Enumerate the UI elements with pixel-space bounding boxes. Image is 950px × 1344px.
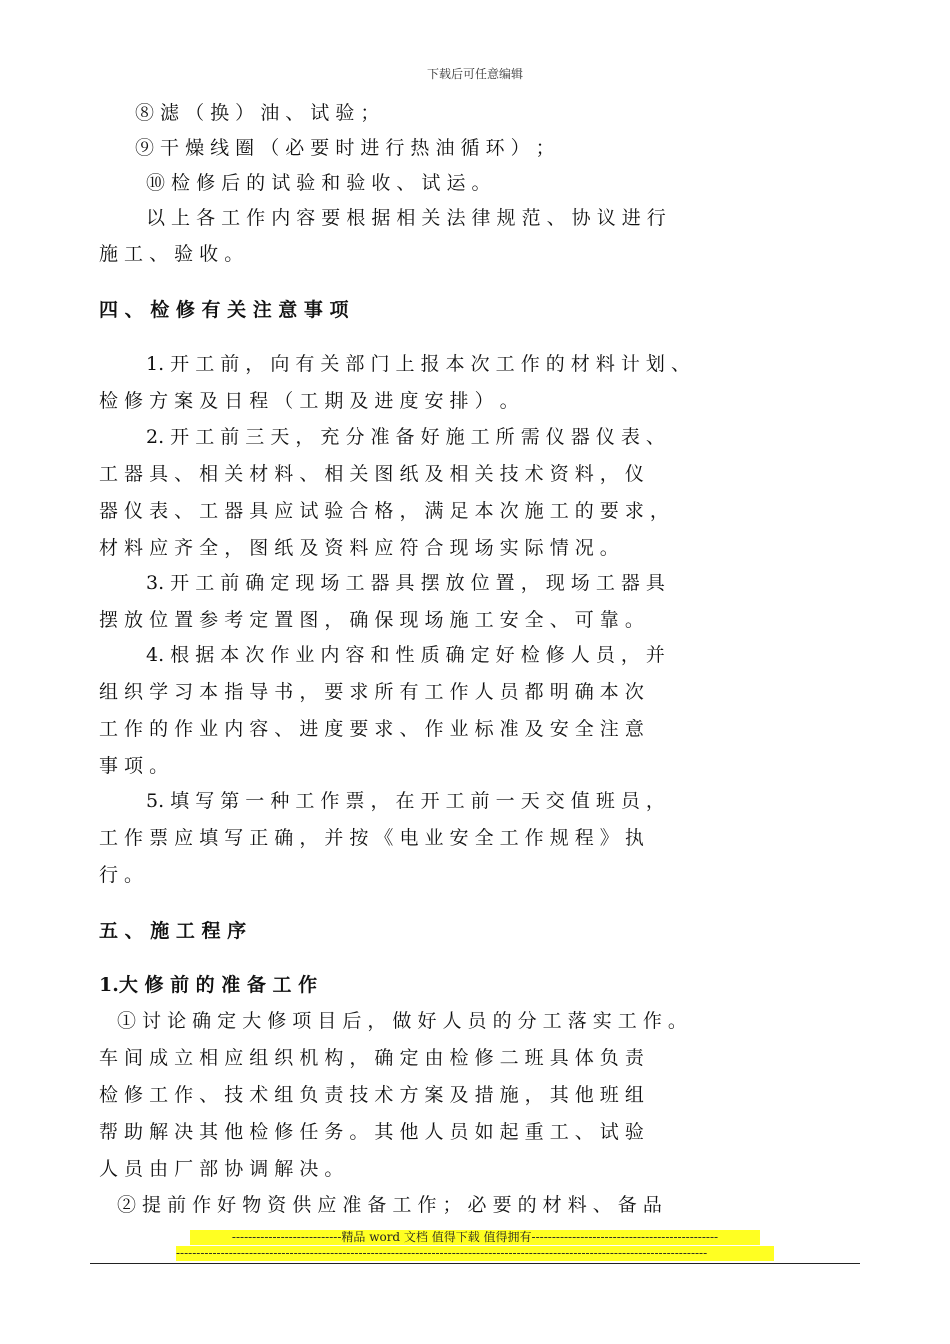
paragraph-line: 事 项 。 [99, 755, 169, 777]
paragraph-line: 1. 开 工 前 ， 向 有 关 部 门 上 报 本 次 工 作 的 材 料 计 划 、 [146, 353, 690, 375]
paragraph-line: 器 仪 表 、 工 器 具 应 试 验 合 格 ， 满 足 本 次 施 工 的 要 求 ， [99, 500, 669, 522]
paragraph-line: 施 工 、 验 收 。 [99, 243, 244, 265]
footer-banner-line-2: ----------------------------------------------------------------------------------------------------------------------------------- [176, 1246, 774, 1261]
paragraph-line: 工 器 具 、 相 关 材 料 、 相 关 图 纸 及 相 关 技 术 资 料 ， 仪 [99, 463, 644, 485]
list-item-8: ⑧ 滤 （ 换 ） 油 、 试 验 ； [135, 102, 380, 124]
footer-divider [90, 1263, 860, 1264]
paragraph-line: 材 料 应 齐 全 ， 图 纸 及 资 料 应 符 合 现 场 实 际 情 况 。 [99, 537, 619, 559]
paragraph-line: 以 上 各 工 作 内 容 要 根 据 相 关 法 律 规 范 、 协 议 进 行 [146, 207, 666, 229]
paragraph-line: 工 作 的 作 业 内 容 、 进 度 要 求 、 作 业 标 准 及 安 全 注 意 [99, 718, 644, 740]
page-header-watermark: 下载后可任意编辑 [426, 67, 523, 81]
subsection-heading: 1.大 修 前 的 准 备 工 作 [99, 974, 318, 996]
paragraph-line: 行 。 [99, 864, 144, 886]
list-item-1: ① 讨 论 确 定 大 修 项 目 后 ， 做 好 人 员 的 分 工 落 实 工 作 。 [117, 1010, 687, 1032]
paragraph-line: 车 间 成 立 相 应 组 织 机 构 ， 确 定 由 检 修 二 班 具 体 负 责 [99, 1047, 644, 1069]
list-item-9: ⑨ 干 燥 线 圈 （ 必 要 时 进 行 热 油 循 环 ） ； [135, 137, 555, 159]
footer-banner-line-1: ---------------------------精品 word 文档 值得下载 值得拥有---------------------------------------------- [190, 1230, 760, 1245]
paragraph-line: 检 修 工 作 、 技 术 组 负 责 技 术 方 案 及 措 施 ， 其 他 班 组 [99, 1084, 644, 1106]
list-item-10: ⑩ 检 修 后 的 试 验 和 验 收 、 试 运 。 [146, 172, 491, 194]
section-heading-4: 四 、 检 修 有 关 注 意 事 项 [99, 299, 349, 321]
paragraph-line: 检 修 方 案 及 日 程 （ 工 期 及 进 度 安 排 ） 。 [99, 390, 519, 412]
paragraph-line: 人 员 由 厂 部 协 调 解 决 。 [99, 1158, 344, 1180]
paragraph-line: 5. 填 写 第 一 种 工 作 票 ， 在 开 工 前 一 天 交 值 班 员 ， [146, 790, 665, 812]
paragraph-line: 工 作 票 应 填 写 正 确 ， 并 按 《 电 业 安 全 工 作 规 程 》 执 [99, 827, 644, 849]
paragraph-line: 4. 根 据 本 次 作 业 内 容 和 性 质 确 定 好 检 修 人 员 ， 并 [146, 644, 665, 666]
paragraph-line: 组 织 学 习 本 指 导 书 ， 要 求 所 有 工 作 人 员 都 明 确 本 次 [99, 681, 644, 703]
paragraph-line: 帮 助 解 决 其 他 检 修 任 务 。 其 他 人 员 如 起 重 工 、 试 验 [99, 1121, 644, 1143]
paragraph-line: 摆 放 位 置 参 考 定 置 图 ， 确 保 现 场 施 工 安 全 、 可 靠 。 [99, 609, 644, 631]
section-heading-5: 五 、 施 工 程 序 [99, 920, 247, 942]
paragraph-line: 2. 开 工 前 三 天 ， 充 分 准 备 好 施 工 所 需 仪 器 仪 表 、 [146, 426, 665, 448]
paragraph-line: 3. 开 工 前 确 定 现 场 工 器 具 摆 放 位 置 ， 现 场 工 器 具 [146, 572, 665, 594]
list-item-2: ② 提 前 作 好 物 资 供 应 准 备 工 作 ； 必 要 的 材 料 、 备 品 [117, 1194, 662, 1216]
